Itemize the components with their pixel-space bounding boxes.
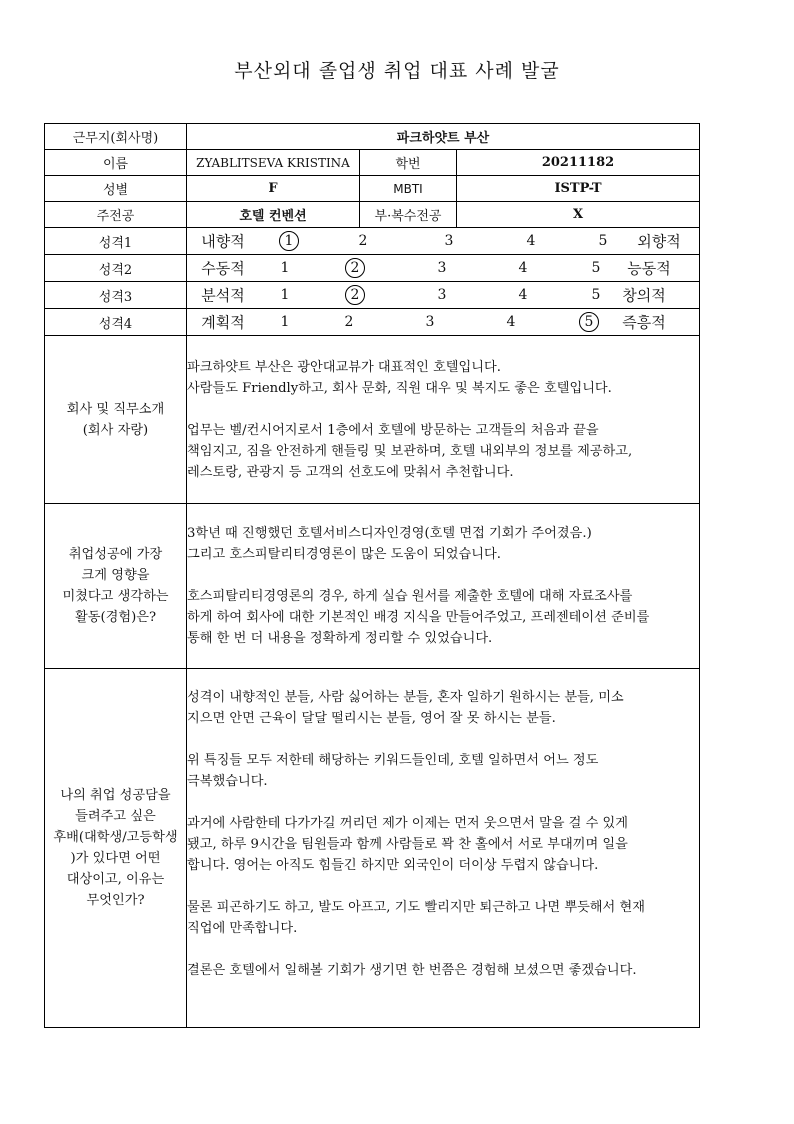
major-label: 주전공 xyxy=(45,202,187,228)
advice-row xyxy=(45,669,700,1028)
minor-value: X xyxy=(457,202,700,228)
scale-left-label: 계획적 xyxy=(201,313,245,332)
scale-option-3: 3 xyxy=(425,314,435,330)
scale-option-4: 4 xyxy=(526,233,536,249)
scale-option-3: 3 xyxy=(437,287,447,303)
company-intro-label: 회사 및 직무소개 (회사 자랑) xyxy=(45,336,187,504)
scale-option-2: 2 xyxy=(345,285,365,305)
scale-option-1: 1 xyxy=(280,260,290,276)
mbti-value: ISTP-T xyxy=(457,176,700,202)
minor-label: 부·복수전공 xyxy=(360,202,457,228)
scale-right-label: 즉흥적 xyxy=(622,313,666,332)
name-value: ZYABLITSEVA KRISTINA xyxy=(187,150,360,176)
personality-row-4 xyxy=(45,309,700,336)
scale-left-label: 내향적 xyxy=(201,232,245,251)
advice-text: 성격이 내향적인 분들, 사람 싫어하는 분들, 혼자 일하기 원하시는 분들, 미소 지으면 안면 근육이 달달 떨리시는 분들, 영어 잘 못 하시는 분들. 위 특징들 모두 저한테 해당하는 키워드들인데, 호텔 일하면서 어느 정도 극복했습니다. 과거에 사람한테 다가가길 꺼리던 제가 이제는 먼저 웃으면서 말을 걸 수 있게 됐고, 하루 9시간을 팀원들과 함께 사람들로 꽉 찬 홀에서 서로 부대끼며 일을 합니다. 영어는 아직도 힘들긴 하지만 외국인이 더이상 두렵지 않습니다. 물론 피곤하기도 하고, 발도 아프고, 기도 빨리지만 퇴근하고 나면 뿌듯해서 현재 직업에 만족합니다. 결론은 호텔에서 일해볼 기회가 생기면 한 번쯤은 경험해 보셨으면 좋겠습니다. xyxy=(187,669,700,1028)
page-title: 부산외대 졸업생 취업 대표 사례 발굴 xyxy=(234,60,560,82)
company-label: 근무지(회사명) xyxy=(45,124,187,150)
company-intro-row xyxy=(45,336,700,504)
personality-scale xyxy=(187,309,699,335)
major-row xyxy=(45,202,700,228)
scale-option-3: 3 xyxy=(437,260,447,276)
student-id-value: 20211182 xyxy=(457,150,700,176)
scale-option-4: 4 xyxy=(518,260,528,276)
scale-left-label: 수동적 xyxy=(201,259,245,278)
scale-option-2: 2 xyxy=(358,233,368,249)
scale-right-label: 외향적 xyxy=(637,232,681,251)
scale-right-label: 능동적 xyxy=(627,259,671,278)
scale-option-5: 5 xyxy=(591,260,601,276)
scale-option-1: 1 xyxy=(280,287,290,303)
scale-left-label: 분석적 xyxy=(201,286,245,305)
activities-text: 3학년 때 진행했던 호텔서비스디자인경영(호텔 면접 기회가 주어졌음.) 그리고 호스피탈리티경영론이 많은 도움이 되었습니다. 호스피탈리티경영론의 경우, 하게 실습 원서를 제출한 호텔에 대해 자료조사를 하게 하여 회사에 대한 기본적인 배경 지식을 만들어주었고, 프레젠테이션 준비를 통해 한 번 더 내용을 정확하게 정리할 수 있었습니다. xyxy=(187,504,700,669)
student-id-label: 학번 xyxy=(360,150,457,176)
scale-option-5: 5 xyxy=(598,233,608,249)
scale-option-2: 2 xyxy=(344,314,354,330)
scale-option-2: 2 xyxy=(345,258,365,278)
scale-option-4: 4 xyxy=(518,287,528,303)
company-intro-text: 파크하얏트 부산은 광안대교뷰가 대표적인 호텔입니다. 사람들도 Friendly하고, 회사 문화, 직원 대우 및 복지도 좋은 호텔입니다. 업무는 벨/컨시어지로서 1층에서 호텔에 방문하는 고객들의 처음과 끝을 책임지고, 짐을 안전하게 핸들링 및 보관하며, 호텔 내외부의 정보를 제공하고, 레스토랑, 관광지 등 고객의 선호도에 맞춰서 추천합니다. xyxy=(187,336,700,504)
profile-form-table xyxy=(44,123,700,1028)
company-row xyxy=(45,124,700,150)
gender-label: 성별 xyxy=(45,176,187,202)
mbti-label: MBTI xyxy=(360,176,457,202)
gender-value: F xyxy=(187,176,360,202)
personality-row-1 xyxy=(45,228,700,255)
personality-scale xyxy=(187,282,699,308)
scale-right-label: 창의적 xyxy=(622,286,666,305)
scale-option-3: 3 xyxy=(444,233,454,249)
personality-scale xyxy=(187,255,699,281)
scale-option-4: 4 xyxy=(506,314,516,330)
name-row xyxy=(45,150,700,176)
activities-label: 취업성공에 가장 크게 영향을 미쳤다고 생각하는 활동(경험)은? xyxy=(45,504,187,669)
major-value: 호텔 컨벤션 xyxy=(187,202,360,228)
scale-option-1: 1 xyxy=(279,231,299,251)
scale-option-5: 5 xyxy=(579,312,599,332)
advice-label: 나의 취업 성공담을 들려주고 싶은 후배(대학생/고등학생 )가 있다면 어떤 대상이고, 이유는 무엇인가? xyxy=(45,669,187,1028)
scale-option-1: 1 xyxy=(280,314,290,330)
personality-row-3 xyxy=(45,282,700,309)
personality-label: 성격2 xyxy=(45,255,187,282)
company-value: 파크하얏트 부산 xyxy=(187,124,700,150)
personality-scale xyxy=(187,228,699,254)
personality-row-2 xyxy=(45,255,700,282)
personality-label: 성격1 xyxy=(45,228,187,255)
scale-option-5: 5 xyxy=(591,287,601,303)
name-label: 이름 xyxy=(45,150,187,176)
personality-label: 성격4 xyxy=(45,309,187,336)
personality-label: 성격3 xyxy=(45,282,187,309)
activities-row xyxy=(45,504,700,669)
gender-row xyxy=(45,176,700,202)
